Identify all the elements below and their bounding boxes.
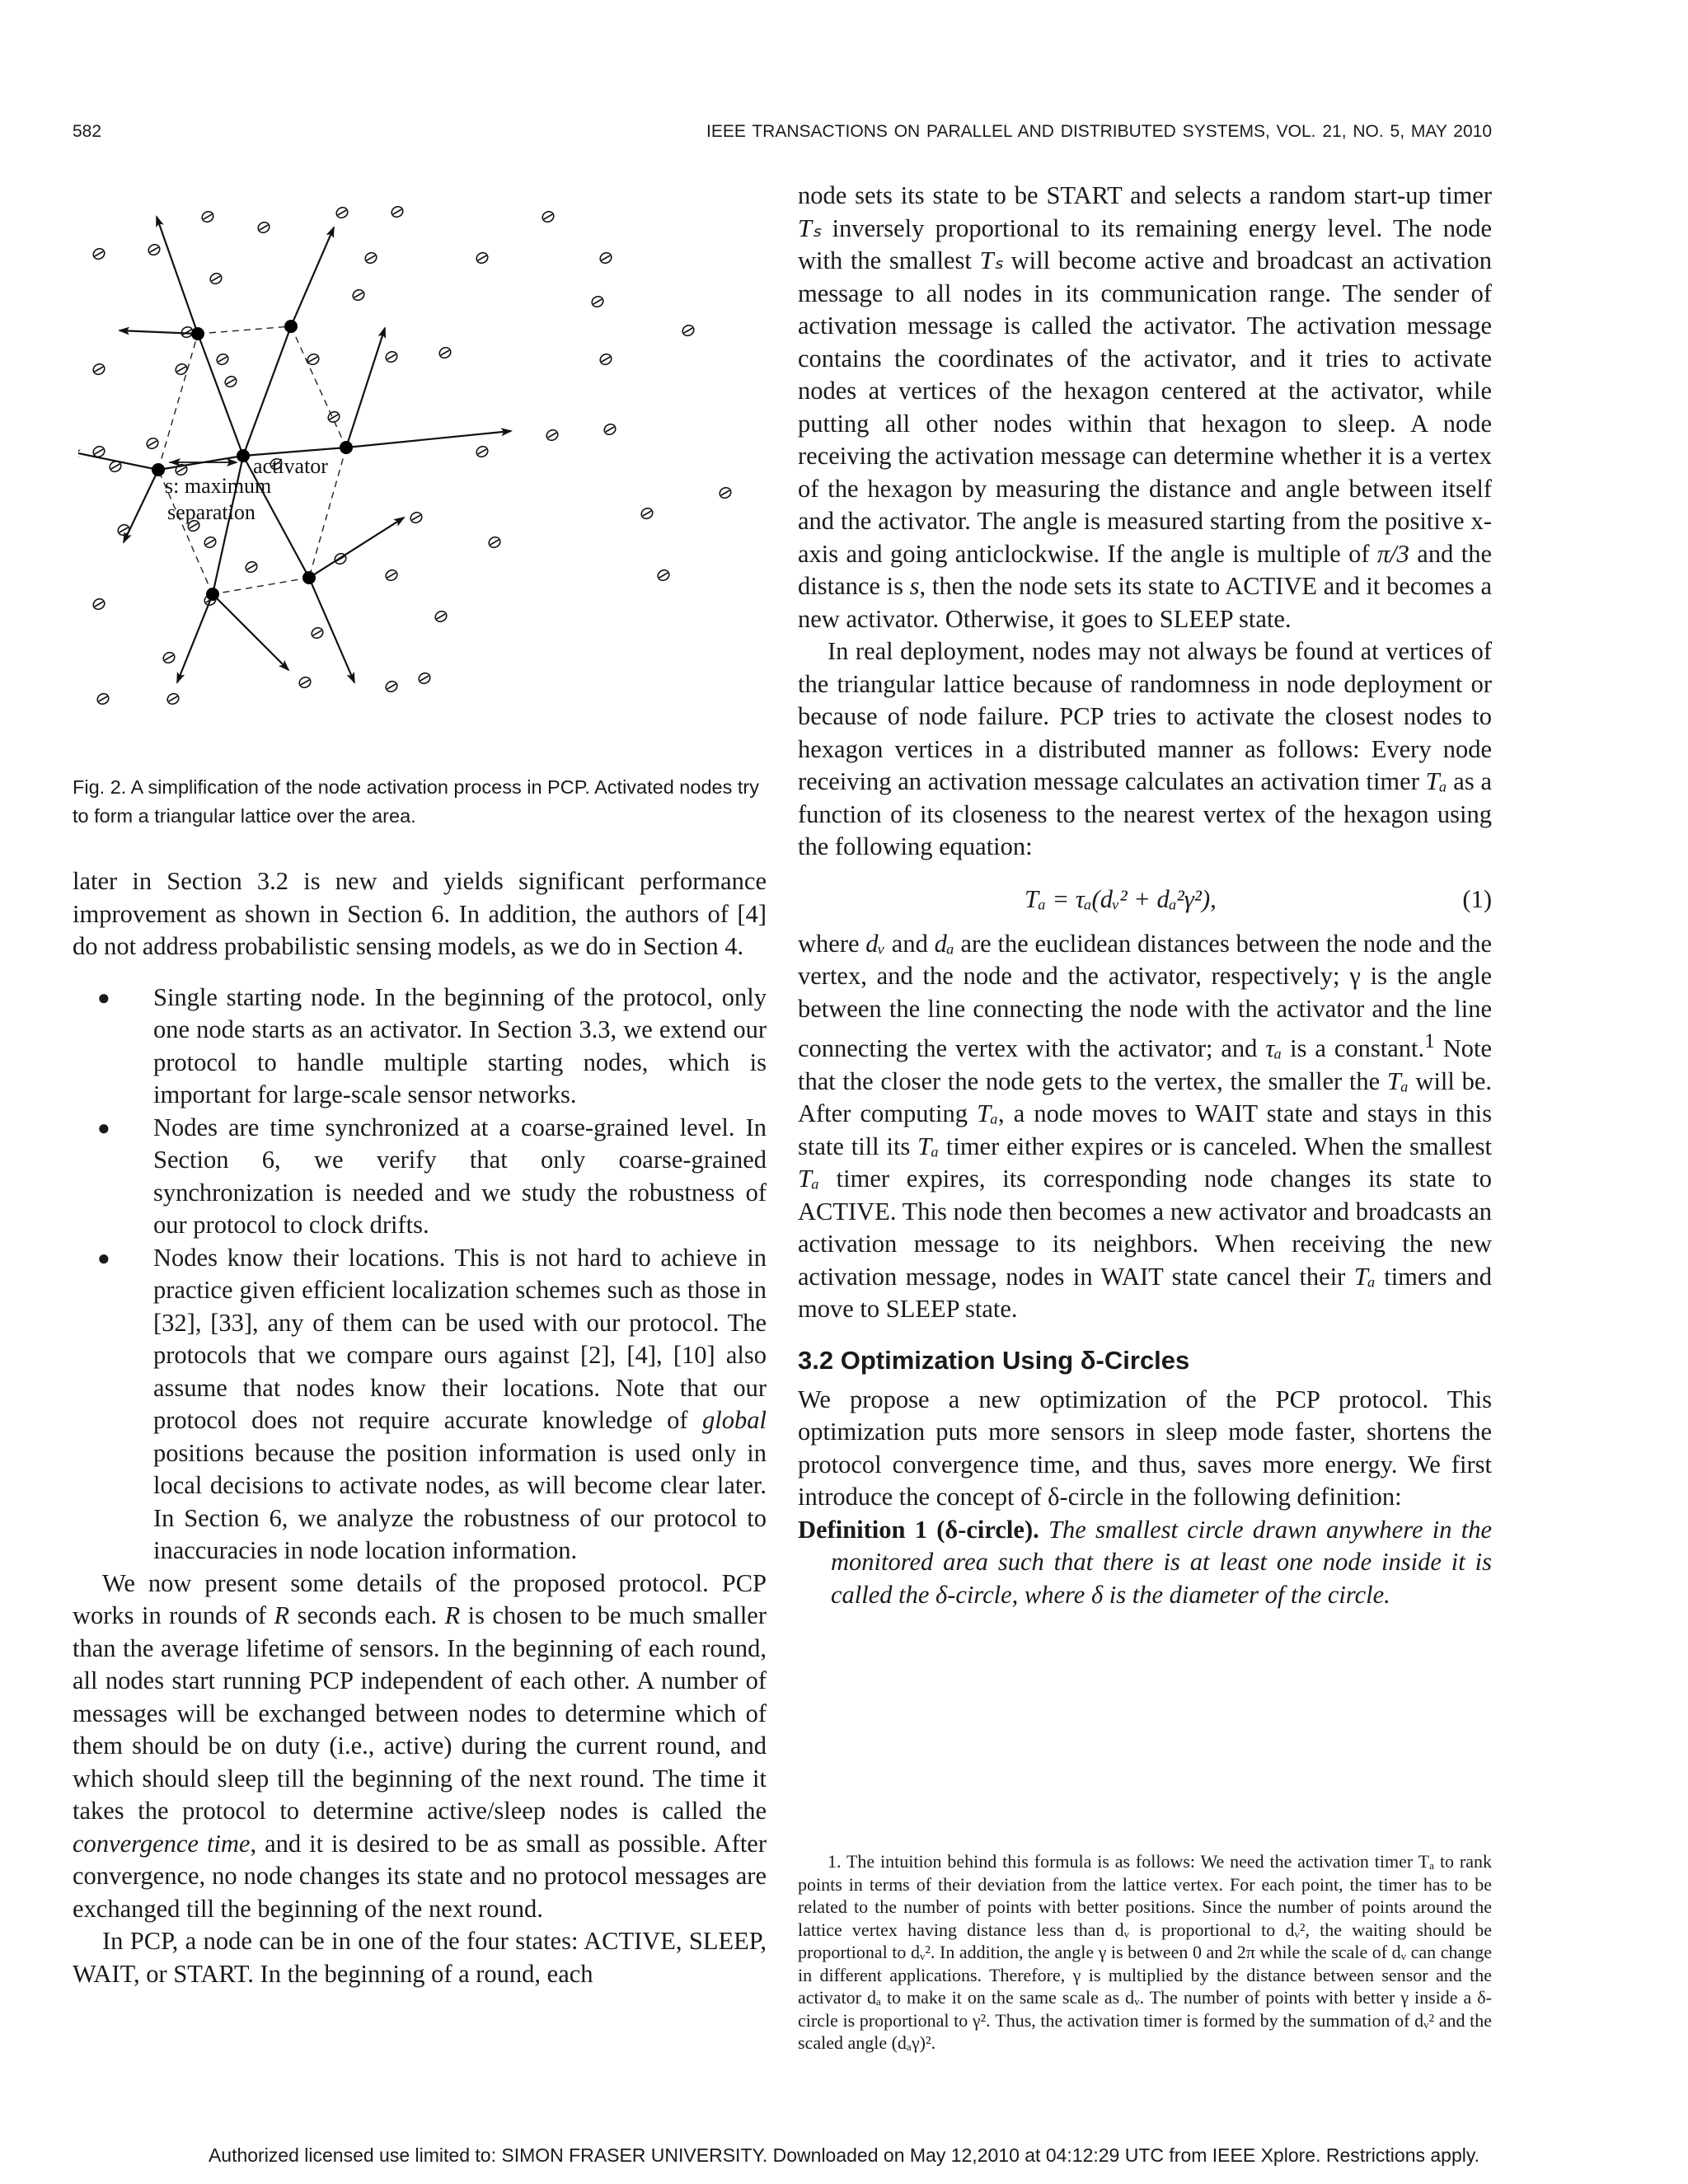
sleep-node xyxy=(335,205,349,219)
bullet-icon: ● xyxy=(97,985,110,1010)
sleep-node xyxy=(384,679,399,693)
paragraph: We now present some details of the proposed protocol. PCP works in rounds of R seconds each. R is chosen to be much smaller than the average lifetime of sensors. In the beginning of each round, all nodes start running PCP independent of each other. A number of messages will be exchanged between nodes to determine which of them should be on duty (i.e., active) during the current round, and which should sleep till the beginning of the next round. The time it takes the protocol to determine active/sleep nodes is called the convergence time, and it is desired to be as small as possible. After convergence, no node changes its state and no protocol messages are exchanged till the beginning of the next round. xyxy=(73,1568,767,1923)
dashed-edge xyxy=(198,326,291,334)
sleep-node xyxy=(223,374,238,388)
activation-arrow xyxy=(291,227,334,326)
sleep-node xyxy=(244,560,259,574)
sleep-node xyxy=(326,410,341,424)
sleep-node xyxy=(541,209,556,223)
sleep-node xyxy=(681,323,696,337)
left-column xyxy=(73,865,767,1990)
footnote: 1. The intuition behind this formula is as follows: We need the activation timer Tₐ to rank points in terms of their deviation from the lattice vertex. For each point, the timer has to be related to the number of points with better positions. Since the number of points around the lattice vertex having distance less than dᵥ is proportional to dᵥ², the waiting should be proportional to dᵥ². In addition, the angle γ is between 0 and 2π while the scale of dᵥ can change in different applications. Therefore, γ is multiplied by the distance between sensor and the activator dₐ to make it on the same scale as dᵥ. The number of points with better γ inside a δ-circle is proportional to γ². Thus, the activation timer is formed by the summation of dᵥ² and the scaled angle (dₐγ)². xyxy=(798,1851,1492,2053)
running-header: IEEE TRANSACTIONS ON PARALLEL AND DISTRIBUTED SYSTEMS, VOL. 21, NO. 5, MAY 2010 xyxy=(706,122,1492,141)
paragraph: later in Section 3.2 is new and yields significant performance improvement as shown in Section 6. In addition, the authors of [4] do not address probabilistic sensing models, as we do in Section 4. xyxy=(73,867,767,960)
sleep-node xyxy=(384,568,399,582)
page-number: 582 xyxy=(73,122,102,141)
sleep-node xyxy=(409,510,424,524)
sleep-node xyxy=(162,650,176,664)
active-node xyxy=(340,441,353,454)
active-node xyxy=(284,320,298,333)
assumption-list xyxy=(73,982,767,1568)
sleep-node xyxy=(91,246,106,260)
equation: Tₐ = τₐ(dᵥ² + dₐ²γ²), xyxy=(1025,884,1217,913)
sleep-node xyxy=(200,209,215,223)
sleep-node xyxy=(91,597,106,611)
sleep-node xyxy=(174,362,189,376)
active-node xyxy=(302,571,316,584)
figure-caption: Fig. 2. A simplification of the node activation process in PCP. Activated nodes try to form a triangular lattice over the area. xyxy=(73,776,759,827)
sleep-node xyxy=(215,352,230,366)
sleep-node xyxy=(145,436,160,450)
activation-arrows xyxy=(78,217,511,682)
active-node xyxy=(152,463,165,476)
list-item: ● Single starting node. In the beginning of the protocol, only one node starts as an activator. In Section 3.3, we extend our protocol to handle multiple starting nodes, which is important for large-scale sensor networks. xyxy=(97,982,767,1108)
active-node xyxy=(191,327,204,340)
activation-edge xyxy=(243,326,291,456)
paragraph: where dᵥ and dₐ are the euclidean distances between the node and the vertex, and the node and the activator, respectively; γ is the angle between the line connecting the node with the activator and the line connecting the vertex with the activator; and τₐ is a constant.$^1$ Note that the closer the node gets to the vertex, the smaller the Tₐ will be. After computing Tₐ, a node moves to WAIT state and stays in this state till its Tₐ timer either expires or is canceled. When the smallest Tₐ timer expires, its corresponding node changes its state to ACTIVE. This node then becomes a new activator and broadcasts an activation message to its neighbors. When receiving the new activation message, nodes in WAIT state cancel their Tₐ timers and move to SLEEP state. xyxy=(798,929,1493,1324)
activation-arrow xyxy=(78,452,158,470)
sleep-node xyxy=(147,242,162,256)
equation-number: (1) xyxy=(1462,884,1492,913)
active-node xyxy=(237,449,250,462)
sleeping-nodes xyxy=(91,204,733,705)
activation-arrow xyxy=(124,470,158,542)
sleep-node xyxy=(590,294,605,308)
separation-label-line1: s: maximum xyxy=(165,474,272,498)
sleep-node xyxy=(640,506,654,520)
sleep-node xyxy=(96,691,110,705)
activation-edge xyxy=(198,334,243,456)
sleep-node xyxy=(434,609,448,623)
right-column xyxy=(798,180,1492,1611)
bullet-icon: ● xyxy=(97,1115,110,1140)
paragraph: node sets its state to be START and selects a random start-up timer Tₛ inversely proportional to its remaining energy level. The node with the smallest Tₛ will become active and broadcast an activation message to all nodes in its communication range. The sender of activation message is called the activator. The activation message contains the coordinates of the activator, and it tries to activate nodes at vertices of the hexagon centered at the activator, while putting all other nodes within that hexagon to sleep. A node receiving the activation message can determine whether it is a vertex of the hexagon by measuring the distance and angle between itself and the activator. The angle is measured starting from the positive x-axis and going anticlockwise. If the angle is multiple of π/3 and the distance is s, then the node sets its state to ACTIVE and it becomes a new activator. Otherwise, it goes to SLEEP state. xyxy=(798,181,1492,633)
activation-arrow xyxy=(346,328,385,448)
section-heading: 3.2 Optimization Using δ-Circles xyxy=(798,1345,1190,1375)
equation-1 xyxy=(798,875,1492,928)
sleep-node xyxy=(438,345,452,359)
paragraph: We propose a new optimization of the PCP protocol. This optimization puts more sensors in sleep mode faster, shortens the protocol convergence time, and thus, saves more energy. We first introduce the concept of δ-circle in the following definition: xyxy=(798,1385,1492,1511)
sleep-node xyxy=(166,691,181,705)
sleep-node xyxy=(363,251,378,265)
activation-arrow xyxy=(213,594,288,670)
activation-arrow xyxy=(346,431,511,448)
sleep-node xyxy=(598,352,613,366)
list-item: ● Nodes are time synchronized at a coarse-grained level. In Section 6, we verify that only coarse-grained synchronization is needed and we study the robustness of our protocol to clock drifts. xyxy=(97,1113,767,1239)
list-item: ● Nodes know their locations. This is not hard to achieve in practice given efficient localization schemes such as those in [32], [33], any of them can be used with our protocol. The protocols that we compare ours against [2], [4], [10] also assume that nodes know their locations. Note that our protocol does not require accurate knowledge of global positions because the position information is used only in local decisions to activate nodes, as will become clear later. In Section 6, we analyze the robustness of our protocol to inaccuracies in node location information. xyxy=(97,1243,767,1564)
sleep-node xyxy=(545,428,560,442)
activation-arrow xyxy=(157,217,198,334)
dashed-edge xyxy=(213,578,309,594)
sleep-node xyxy=(209,271,223,285)
sleep-node xyxy=(203,535,218,549)
dashed-edge xyxy=(158,334,198,470)
sleep-node xyxy=(256,220,271,234)
activator-label: activator xyxy=(253,454,328,478)
separation-label-line2: separation xyxy=(167,500,256,524)
paragraph: In PCP, a node can be in one of the four states: ACTIVE, SLEEP, WAIT, or START. In the beginning of a round, each xyxy=(73,1927,767,1988)
paragraph: In real deployment, nodes may not always be found at vertices of the triangular lattice because of randomness in node deployment or because of node failure. PCP tries to activate the closest nodes to hexagon vertices in a distributed manner as follows: Every node receiving an activation message calculates an activation timer Tₐ as a function of its closeness to the nearest vertex of the hexagon using the following equation: xyxy=(798,637,1492,860)
sleep-node xyxy=(310,626,325,640)
sleep-node xyxy=(351,288,366,302)
sleep-node xyxy=(306,352,321,366)
sleep-node xyxy=(298,675,312,689)
active-node xyxy=(206,588,219,601)
definition: Definition 1 (δ-circle). The smallest circle drawn anywhere in the monitored area such that there is at least one node inside it is called the δ-circle, where δ is the diameter of the circle. xyxy=(798,1515,1492,1609)
activation-arrow xyxy=(309,578,354,682)
activation-arrow xyxy=(177,594,213,682)
sleep-node xyxy=(475,444,490,458)
license-footer: Authorized licensed use limited to: SIMON FRASER UNIVERSITY. Downloaded on May 12,2010 at 04:12:29 UTC from IEEE Xplore. Restrictions apply. xyxy=(208,2144,1480,2166)
sleep-node xyxy=(91,362,106,376)
sleep-node xyxy=(718,485,733,499)
dashed-edge xyxy=(291,326,346,448)
sleep-node xyxy=(417,671,432,685)
sleep-node xyxy=(390,204,405,218)
figure-2-diagram xyxy=(78,180,767,757)
bullet-icon: ● xyxy=(97,1245,110,1270)
sleep-node xyxy=(487,535,502,549)
sleep-node xyxy=(603,422,617,436)
sleep-node xyxy=(598,251,613,265)
sleep-node xyxy=(384,349,399,363)
sleep-node xyxy=(656,568,671,582)
sleep-node xyxy=(475,251,490,265)
